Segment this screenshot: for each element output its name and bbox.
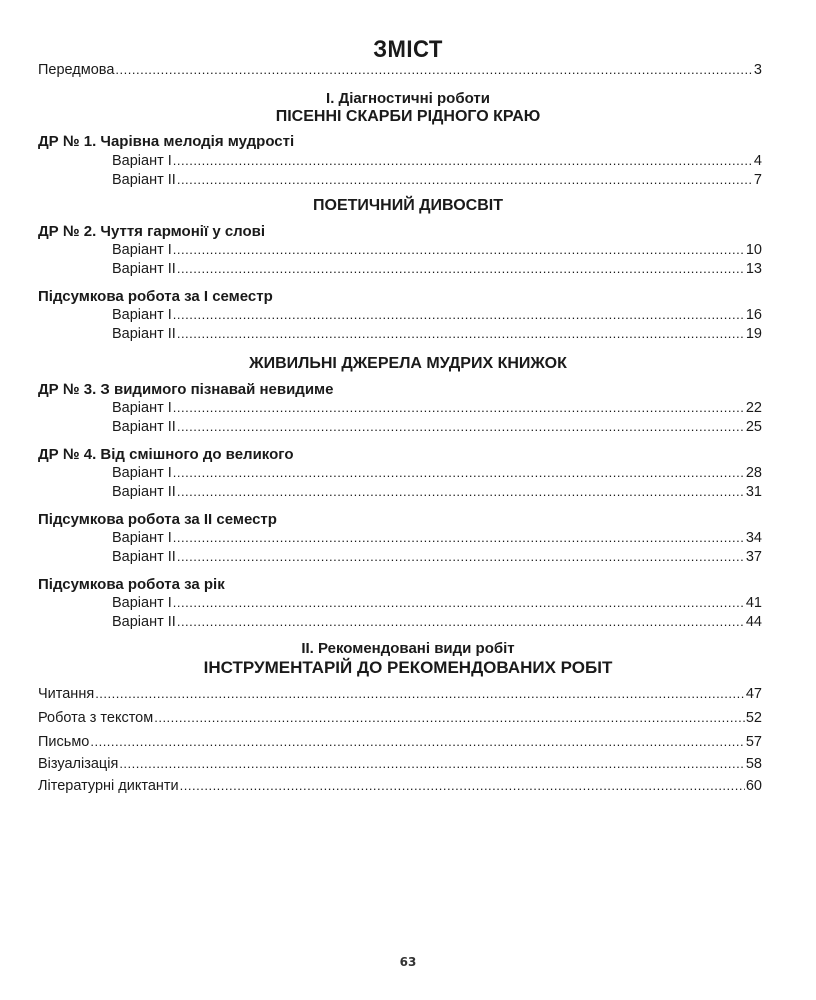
dot-leader	[173, 400, 745, 415]
toc-entry-label: Варіант І	[112, 400, 172, 416]
toc-entry-page: 41	[745, 595, 762, 611]
dot-leader	[177, 261, 745, 276]
toc-entry[interactable]	[38, 756, 762, 772]
toc-entry-label: Варіант ІІ	[112, 172, 176, 188]
dot-leader	[177, 326, 745, 341]
toc-entry-page: 25	[745, 419, 762, 435]
toc-entry[interactable]	[112, 153, 762, 169]
dot-leader	[173, 465, 745, 480]
dot-leader	[119, 756, 745, 771]
toc-entry-page: 19	[745, 326, 762, 342]
toc-entry-page: 16	[745, 307, 762, 323]
toc-entry-label: Варіант ІІ	[112, 484, 176, 500]
dot-leader	[173, 307, 745, 322]
toc-entry[interactable]	[112, 400, 762, 416]
dot-leader	[180, 778, 745, 793]
dot-leader	[177, 419, 745, 434]
toc-entry-label: Візуалізація	[38, 756, 119, 772]
part-heading: І. Діагностичні роботи	[326, 90, 490, 107]
section-title: ЖИВИЛЬНІ ДЖЕРЕЛА МУДРИХ КНИЖОК	[249, 355, 567, 372]
toc-entry-label: Варіант І	[112, 530, 172, 546]
toc-entry[interactable]	[112, 419, 762, 435]
toc-group-heading: Підсумкова робота за ІІ семестр	[38, 511, 277, 528]
toc-entry[interactable]	[112, 614, 762, 630]
page-title: ЗМІСТ	[373, 36, 443, 63]
toc-entry[interactable]	[112, 326, 762, 342]
dot-leader	[177, 172, 753, 187]
toc-entry-label: Читання	[38, 686, 95, 702]
toc-entry[interactable]	[38, 686, 762, 702]
toc-entry-page: 47	[745, 686, 762, 702]
dot-leader	[115, 62, 753, 77]
toc-entry-label: Варіант ІІ	[112, 261, 176, 277]
toc-entry-page: 13	[745, 261, 762, 277]
toc-entry[interactable]	[112, 465, 762, 481]
dot-leader	[173, 530, 745, 545]
toc-entry[interactable]	[112, 261, 762, 277]
dot-leader	[95, 686, 745, 701]
toc-entry-label: Варіант ІІ	[112, 614, 176, 630]
dot-leader	[90, 734, 745, 749]
toc-entry-page: 4	[753, 153, 762, 169]
section-title: ПОЕТИЧНИЙ ДИВОСВІТ	[313, 197, 503, 214]
toc-entry-label: Робота з текстом	[38, 710, 154, 726]
toc-entry-preface[interactable]	[38, 62, 762, 78]
toc-entry-page: 60	[745, 778, 762, 794]
toc-entry[interactable]	[38, 734, 762, 750]
dot-leader	[177, 484, 745, 499]
toc-entry-label: Варіант І	[112, 595, 172, 611]
toc-entry-page: 7	[753, 172, 762, 188]
toc-entry-page: 28	[745, 465, 762, 481]
toc-group-heading: ДР № 2. Чуття гармонії у слові	[38, 223, 266, 240]
toc-entry[interactable]	[112, 530, 762, 546]
toc-group-heading: ДР № 3. З видимого пізнавай невидиме	[38, 381, 334, 398]
toc-entry[interactable]	[112, 242, 762, 258]
toc-entry[interactable]	[112, 595, 762, 611]
toc-entry[interactable]	[112, 549, 762, 565]
toc-entry-label: Варіант І	[112, 307, 172, 323]
toc-entry-label: Варіант ІІ	[112, 549, 176, 565]
toc-entry[interactable]	[112, 484, 762, 500]
section-title: ПІСЕННІ СКАРБИ РІДНОГО КРАЮ	[275, 108, 541, 125]
toc-entry-page: 57	[745, 734, 762, 750]
dot-leader	[173, 242, 745, 257]
toc-entry[interactable]	[112, 172, 762, 188]
dot-leader	[154, 710, 745, 725]
toc-entry-label: Літературні диктанти	[38, 778, 179, 794]
toc-group-heading: ДР № 4. Від смішного до великого	[38, 446, 294, 463]
dot-leader	[177, 614, 745, 629]
toc-group-heading: Підсумкова робота за рік	[38, 576, 225, 593]
toc-entry-label: Варіант ІІ	[112, 326, 176, 342]
toc-entry-page: 3	[753, 62, 762, 78]
page-number: 63	[399, 955, 417, 969]
toc-group-heading: Підсумкова робота за І семестр	[38, 288, 273, 305]
toc-entry-page: 31	[745, 484, 762, 500]
dot-leader	[173, 595, 745, 610]
toc-entry-label: Варіант І	[112, 242, 172, 258]
dot-leader	[173, 153, 753, 168]
dot-leader	[177, 549, 745, 564]
toc-group-heading: ДР № 1. Чарівна мелодія мудрості	[38, 133, 295, 150]
toc-entry-label: Передмова	[38, 62, 115, 78]
toc-entry-page: 22	[745, 400, 762, 416]
toc-entry-page: 58	[745, 756, 762, 772]
toc-entry-page: 34	[745, 530, 762, 546]
part-heading: ІІ. Рекомендовані види робіт	[301, 640, 515, 657]
toc-entry-label: Варіант І	[112, 153, 172, 169]
toc-entry[interactable]	[38, 778, 762, 794]
toc-entry-page: 37	[745, 549, 762, 565]
toc-entry-page: 52	[745, 710, 762, 726]
section-title: ІНСТРУМЕНТАРІЙ ДО РЕКОМЕНДОВАНИХ РОБІТ	[203, 658, 613, 677]
toc-entry-label: Варіант ІІ	[112, 419, 176, 435]
toc-entry-page: 44	[745, 614, 762, 630]
toc-entry[interactable]	[112, 307, 762, 323]
toc-entry-label: Письмо	[38, 734, 90, 750]
toc-entry-label: Варіант І	[112, 465, 172, 481]
toc-entry[interactable]	[38, 710, 762, 726]
toc-entry-page: 10	[745, 242, 762, 258]
